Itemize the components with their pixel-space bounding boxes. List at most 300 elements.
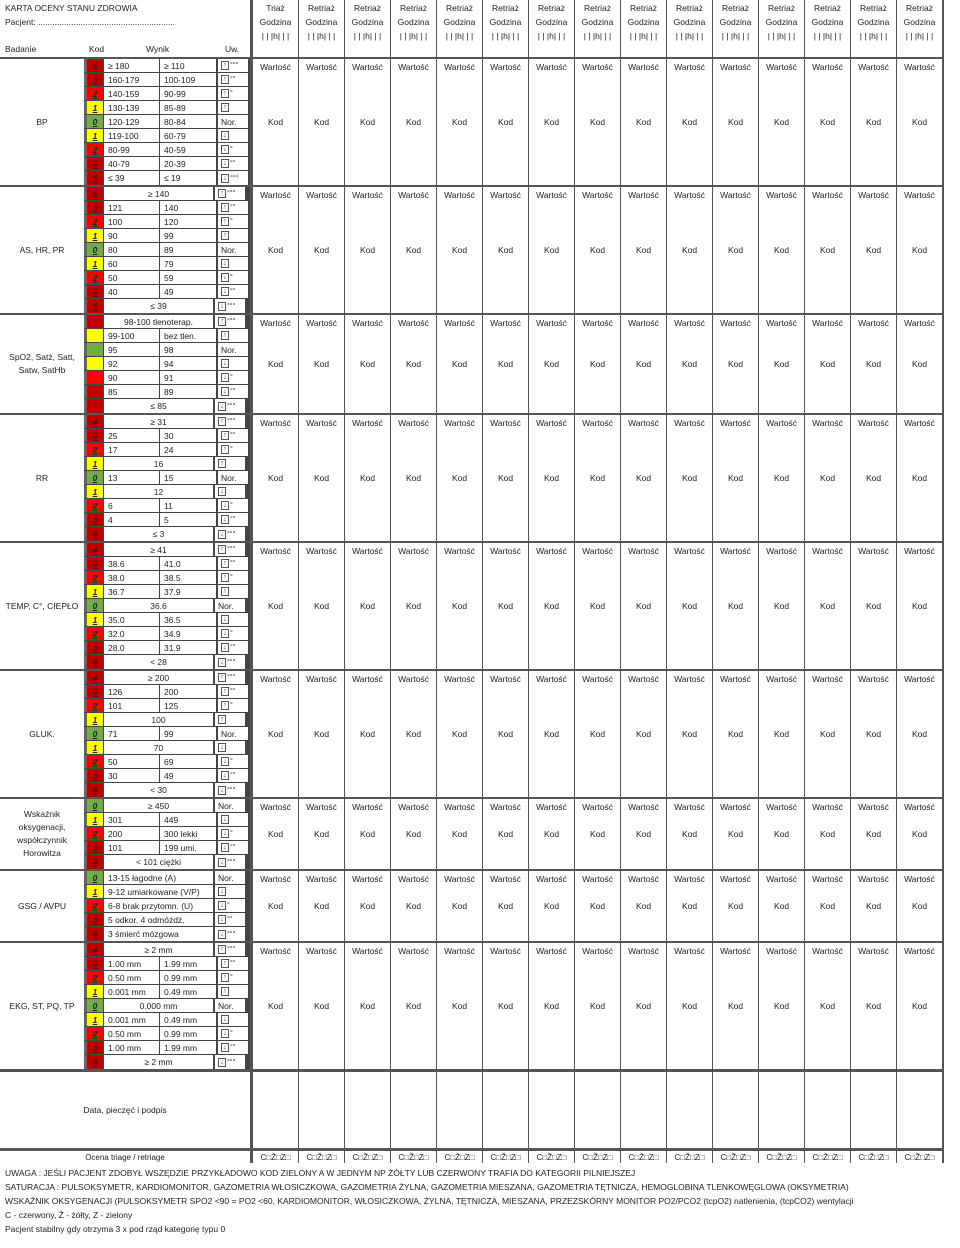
arrow-up-icon: ↑ [221,89,229,98]
signature-cell[interactable] [897,1072,942,1148]
remark [215,871,245,884]
value-cell[interactable] [575,315,620,413]
value-cell[interactable] [759,415,804,541]
value-cell[interactable] [621,543,666,669]
column-time-label: Godzina [305,17,338,27]
value-cell[interactable] [667,187,712,313]
result-min: 101 [104,841,160,854]
result-max: 91 [160,371,218,384]
value-label: Wartość [858,874,889,884]
result-min: 95 [104,343,160,356]
remark [218,627,248,640]
value-label: Wartość [398,318,429,328]
section-label: SpO2, Satż, Satt, Satw, SatHb [0,315,84,413]
remark [218,769,248,782]
signature-cell[interactable] [437,1072,482,1148]
value-cell[interactable] [575,415,620,541]
value-label: Wartość [812,946,843,956]
code-label: Kod [681,245,698,255]
value-cell[interactable] [897,671,942,797]
value-label: Wartość [720,546,751,556]
value-cell[interactable] [483,315,528,413]
assessment-checkboxes[interactable]: C□Ž□Z□ [483,1151,528,1163]
value-cell[interactable] [897,799,942,869]
value-cell[interactable] [897,187,942,313]
value-cell[interactable] [529,871,574,941]
value-cell[interactable] [667,415,712,541]
severity-marks: °° [230,288,236,295]
remark [215,599,245,612]
hour-field[interactable]: | | |h| | | [353,31,382,41]
result-range: < 28 [104,655,215,669]
value-cell[interactable] [575,871,620,941]
value-cell[interactable] [391,315,436,413]
value-cell[interactable] [299,315,344,413]
value-cell[interactable] [483,871,528,941]
signature-cells [250,1072,942,1148]
hour-field[interactable]: | | |h| | | [905,31,934,41]
value-cell[interactable] [575,187,620,313]
column-header [897,0,942,57]
value-cell[interactable] [713,315,758,413]
signature-cell[interactable] [759,1072,804,1148]
value-cell[interactable] [529,943,574,1069]
code-label: Kod [359,829,376,839]
value-cell[interactable] [253,415,298,541]
hour-field[interactable]: | | |h| | | [583,31,612,41]
value-cell[interactable] [851,415,896,541]
value-cell[interactable] [299,671,344,797]
value-cell[interactable] [529,187,574,313]
result-max: 34.9 [160,627,218,640]
value-cell[interactable] [345,415,390,541]
signature-cell[interactable] [253,1072,298,1148]
value-label: Wartość [904,62,935,72]
hour-field[interactable]: | | |h| | | [813,31,842,41]
value-label: Wartość [536,674,567,684]
signature-cell[interactable] [299,1072,344,1148]
code-label: Kod [819,901,836,911]
value-cell[interactable] [529,415,574,541]
assessment-checkboxes[interactable]: C□Ž□Z□ [345,1151,390,1163]
hour-field[interactable]: | | |h| | | [261,31,290,41]
value-cell[interactable] [759,187,804,313]
code-badge: 1 [84,613,104,626]
normal-label: Nor. [218,600,234,611]
value-cell[interactable] [805,943,850,1069]
value-cell[interactable] [713,59,758,185]
note-line: Pacjent stabilny gdy otrzyma 3 x pod rząd kategorię typu 0 [5,1224,226,1234]
value-cell[interactable] [253,315,298,413]
code-label: Kod [451,901,468,911]
code-badge: 2 [84,143,104,156]
value-label: Wartość [444,674,475,684]
remark [215,855,245,869]
value-label: Wartość [720,802,751,812]
hour-field[interactable]: | | |h| | | [445,31,474,41]
value-cell[interactable] [897,871,942,941]
value-cell[interactable] [667,943,712,1069]
hour-field[interactable]: | | |h| | | [629,31,658,41]
value-cell[interactable] [483,799,528,869]
value-cell[interactable] [713,187,758,313]
criteria-row [84,543,250,557]
value-cell[interactable] [253,59,298,185]
signature-cell[interactable] [667,1072,712,1148]
value-cell[interactable] [897,943,942,1069]
value-label: Wartość [766,946,797,956]
value-cell[interactable] [851,671,896,797]
criteria-row [84,59,250,73]
value-cell[interactable] [299,799,344,869]
code-label: Kod [451,359,468,369]
value-cell[interactable] [667,671,712,797]
value-cell[interactable] [345,59,390,185]
signature-cell[interactable] [575,1072,620,1148]
value-label: Wartość [582,802,613,812]
value-label: Wartość [260,418,291,428]
result-range: ≤ 85 [104,399,215,413]
code-label: Kod [911,729,928,739]
code-badge: 0 [84,243,104,256]
value-cell[interactable] [667,871,712,941]
value-cell[interactable] [299,871,344,941]
value-cell[interactable] [345,871,390,941]
value-cell[interactable] [253,799,298,869]
value-cell[interactable] [713,943,758,1069]
value-cell[interactable] [437,799,482,869]
value-cell[interactable] [575,799,620,869]
assessment-checkboxes[interactable]: C□Ž□Z□ [529,1151,574,1163]
column-header [759,0,804,57]
arrow-up-icon: ↑ [221,959,229,968]
column-title: Retriaż [676,3,703,13]
section-row [0,315,944,413]
signature-cell[interactable] [851,1072,896,1148]
value-cell[interactable] [759,543,804,669]
severity-marks: ° [230,1030,233,1037]
value-cell[interactable] [437,415,482,541]
arrow-down-icon: ↓ [218,487,226,496]
assessment-checkboxes[interactable]: C□Ž□Z□ [759,1151,804,1163]
arrow-down-icon: ↓ [221,1029,229,1038]
hour-field[interactable]: | | |h| | | [859,31,888,41]
value-cell[interactable] [851,871,896,941]
value-cell[interactable] [897,415,942,541]
assessment-checkboxes[interactable]: C□Ž□Z□ [851,1151,896,1163]
value-cell[interactable] [437,671,482,797]
value-cell[interactable] [759,315,804,413]
value-cell[interactable] [391,871,436,941]
value-cell[interactable] [483,187,528,313]
criteria-row [84,571,250,585]
result-max: 94 [160,357,218,370]
arrow-down-icon: ↓ [221,815,229,824]
value-cell[interactable] [391,943,436,1069]
value-cell[interactable] [667,799,712,869]
hour-field[interactable]: | | |h| | | [307,31,336,41]
value-cell[interactable] [345,315,390,413]
value-cell[interactable] [529,799,574,869]
value-cell[interactable] [805,799,850,869]
result-max: 89 [160,243,218,256]
criteria-row [84,201,250,215]
result-min: 0.001 mm [104,1013,160,1026]
value-cell[interactable] [299,543,344,669]
result-max: 59 [160,271,218,284]
remark [218,371,248,384]
assessment-checkboxes[interactable]: C□Ž□Z□ [437,1151,482,1163]
value-cell[interactable] [713,543,758,669]
value-cell[interactable] [253,871,298,941]
value-cell[interactable] [621,415,666,541]
value-cell[interactable] [483,943,528,1069]
value-cell[interactable] [437,943,482,1069]
arrow-down-icon: ↓ [221,829,229,838]
value-cell[interactable] [483,543,528,669]
assessment-checkboxes[interactable]: C□Ž□Z□ [575,1151,620,1163]
value-cell[interactable] [391,671,436,797]
remark [215,299,245,313]
column-time-label: Godzina [811,17,844,27]
value-cell[interactable] [759,671,804,797]
assessment-checkboxes[interactable]: C□Ž□Z□ [391,1151,436,1163]
value-cell[interactable] [345,187,390,313]
value-cell[interactable] [851,799,896,869]
code-label: Kod [543,359,560,369]
criteria-row [84,913,250,927]
column-time-label: Godzina [857,17,890,27]
code-label: Kod [865,1001,882,1011]
value-cell[interactable] [437,543,482,669]
value-label: Wartość [720,318,751,328]
signature-cell[interactable] [621,1072,666,1148]
code-label: Kod [589,829,606,839]
column-title: Retriaż [538,3,565,13]
value-cell[interactable] [851,315,896,413]
value-cell[interactable] [345,543,390,669]
value-cell[interactable] [575,671,620,797]
value-cell[interactable] [299,943,344,1069]
column-header [483,0,528,57]
remark [218,215,248,228]
code-label: Kod [405,359,422,369]
value-label: Wartość [674,874,705,884]
column-header [299,0,344,57]
value-cell[interactable] [805,415,850,541]
value-cell[interactable] [621,671,666,797]
signature-cell[interactable] [805,1072,850,1148]
arrow-up-icon: ↑ [218,417,226,426]
value-label: Wartość [352,802,383,812]
code-label: Kod [589,1001,606,1011]
remark [218,957,248,970]
arrow-up-icon: ↑ [218,945,226,954]
assessment-checkboxes[interactable]: C□Ž□Z□ [805,1151,850,1163]
value-cell[interactable] [253,543,298,669]
value-cell[interactable] [805,315,850,413]
value-cell[interactable] [529,59,574,185]
value-cell[interactable] [805,59,850,185]
criteria-row [84,243,250,257]
value-cell[interactable] [621,943,666,1069]
criteria-row [84,599,250,613]
value-cell[interactable] [345,799,390,869]
value-cell[interactable] [483,415,528,541]
value-cell[interactable] [621,799,666,869]
assessment-checkboxes[interactable]: C□Ž□Z□ [667,1151,712,1163]
value-cell[interactable] [575,943,620,1069]
value-cell[interactable] [345,671,390,797]
value-cell[interactable] [713,799,758,869]
value-label: Wartość [720,190,751,200]
section-row [0,671,944,797]
assessment-checkboxes[interactable]: C□Ž□Z□ [299,1151,344,1163]
value-cell[interactable] [897,543,942,669]
value-cell[interactable] [437,871,482,941]
hour-field[interactable]: | | |h| | | [537,31,566,41]
value-cell[interactable] [851,943,896,1069]
value-cell[interactable] [621,187,666,313]
arrow-down-icon: ↓ [218,887,226,896]
value-cell[interactable] [391,187,436,313]
remark [218,699,248,712]
value-cell[interactable] [851,187,896,313]
value-cell[interactable] [391,799,436,869]
result-range: ≥ 140 [104,187,215,200]
value-cell[interactable] [805,187,850,313]
value-cell[interactable] [713,415,758,541]
value-cell[interactable] [621,59,666,185]
code-label: Kod [405,117,422,127]
value-cell[interactable] [805,871,850,941]
value-cell[interactable] [759,799,804,869]
code-badge [84,315,104,328]
value-label: Wartość [904,874,935,884]
value-cell[interactable] [667,59,712,185]
value-cell[interactable] [529,315,574,413]
remark [218,499,248,512]
value-cell[interactable] [575,59,620,185]
hour-field[interactable]: | | |h| | | [675,31,704,41]
value-cell[interactable] [897,59,942,185]
value-cell[interactable] [253,187,298,313]
severity-marks: °° [230,388,236,395]
value-cell[interactable] [391,543,436,669]
remark [215,315,245,328]
assessment-checkboxes[interactable]: C□Ž□Z□ [897,1151,942,1163]
hour-field[interactable]: | | |h| | | [721,31,750,41]
value-cell[interactable] [483,59,528,185]
value-cell[interactable] [667,315,712,413]
value-label: Wartość [582,418,613,428]
value-label: Wartość [858,546,889,556]
value-cell[interactable] [391,415,436,541]
value-cell[interactable] [529,543,574,669]
value-cell[interactable] [483,671,528,797]
signature-cell[interactable] [483,1072,528,1148]
value-cell[interactable] [253,671,298,797]
value-cell[interactable] [851,543,896,669]
value-cell[interactable] [851,59,896,185]
value-cell[interactable] [437,59,482,185]
criteria-row [84,841,250,855]
value-cell[interactable] [759,871,804,941]
value-cell[interactable] [345,943,390,1069]
value-cell[interactable] [299,415,344,541]
signature-cell[interactable] [713,1072,758,1148]
arrow-up-icon: ↑ [221,973,229,982]
assessment-checkboxes[interactable]: C□Ž□Z□ [253,1151,298,1163]
value-cell[interactable] [437,187,482,313]
patient-field[interactable]: Pacjent: .......................................................... [5,17,176,27]
arrow-up-icon: ↑ [221,559,229,568]
value-label: Wartość [628,190,659,200]
note-line: C - czerwony, Ž - żółty, Z - zielony [5,1210,133,1220]
remark [218,87,248,100]
value-cell[interactable] [621,315,666,413]
value-label: Wartość [674,546,705,556]
code-label: Kod [451,829,468,839]
value-cell[interactable] [253,943,298,1069]
signature-cell[interactable] [345,1072,390,1148]
value-cell[interactable] [437,315,482,413]
value-cell[interactable] [713,871,758,941]
remark [218,557,248,570]
signature-cell[interactable] [391,1072,436,1148]
value-cell[interactable] [713,671,758,797]
arrow-up-icon: ↑ [221,987,229,996]
notes [0,1166,955,1236]
criteria-row [84,257,250,271]
column-time-label: Godzina [351,17,384,27]
result-max: 79 [160,257,218,270]
value-cell[interactable] [299,187,344,313]
severity-marks: °°° [227,402,236,410]
column-title: Retriaż [400,3,427,13]
value-label: Wartość [536,190,567,200]
value-cell[interactable] [299,59,344,185]
value-label: Wartość [582,874,613,884]
code-badge: 3 [84,841,104,854]
normal-label: Nor. [221,244,237,255]
signature-cell[interactable] [529,1072,574,1148]
assessment-checkboxes[interactable]: C□Ž□Z□ [621,1151,666,1163]
value-cell[interactable] [529,671,574,797]
value-cell[interactable] [391,59,436,185]
value-cell[interactable] [621,871,666,941]
value-cell[interactable] [897,315,942,413]
value-cell[interactable] [667,543,712,669]
code-label: Kod [405,729,422,739]
result-min: 130-139 [104,101,160,114]
value-cell[interactable] [805,671,850,797]
assessment-checkboxes[interactable]: C□Ž□Z□ [713,1151,758,1163]
value-label: Wartość [490,802,521,812]
hour-field[interactable]: | | |h| | | [767,31,796,41]
result-max: 31.9 [160,641,218,654]
value-label: Wartość [260,318,291,328]
arrow-down-icon: ↓ [221,1015,229,1024]
value-cell[interactable] [759,943,804,1069]
remark [218,571,248,584]
hour-field[interactable]: | | |h| | | [399,31,428,41]
value-cell[interactable] [575,543,620,669]
code-label: Kod [635,1001,652,1011]
hour-field[interactable]: | | |h| | | [491,31,520,41]
value-cell[interactable] [805,543,850,669]
value-cell[interactable] [759,59,804,185]
